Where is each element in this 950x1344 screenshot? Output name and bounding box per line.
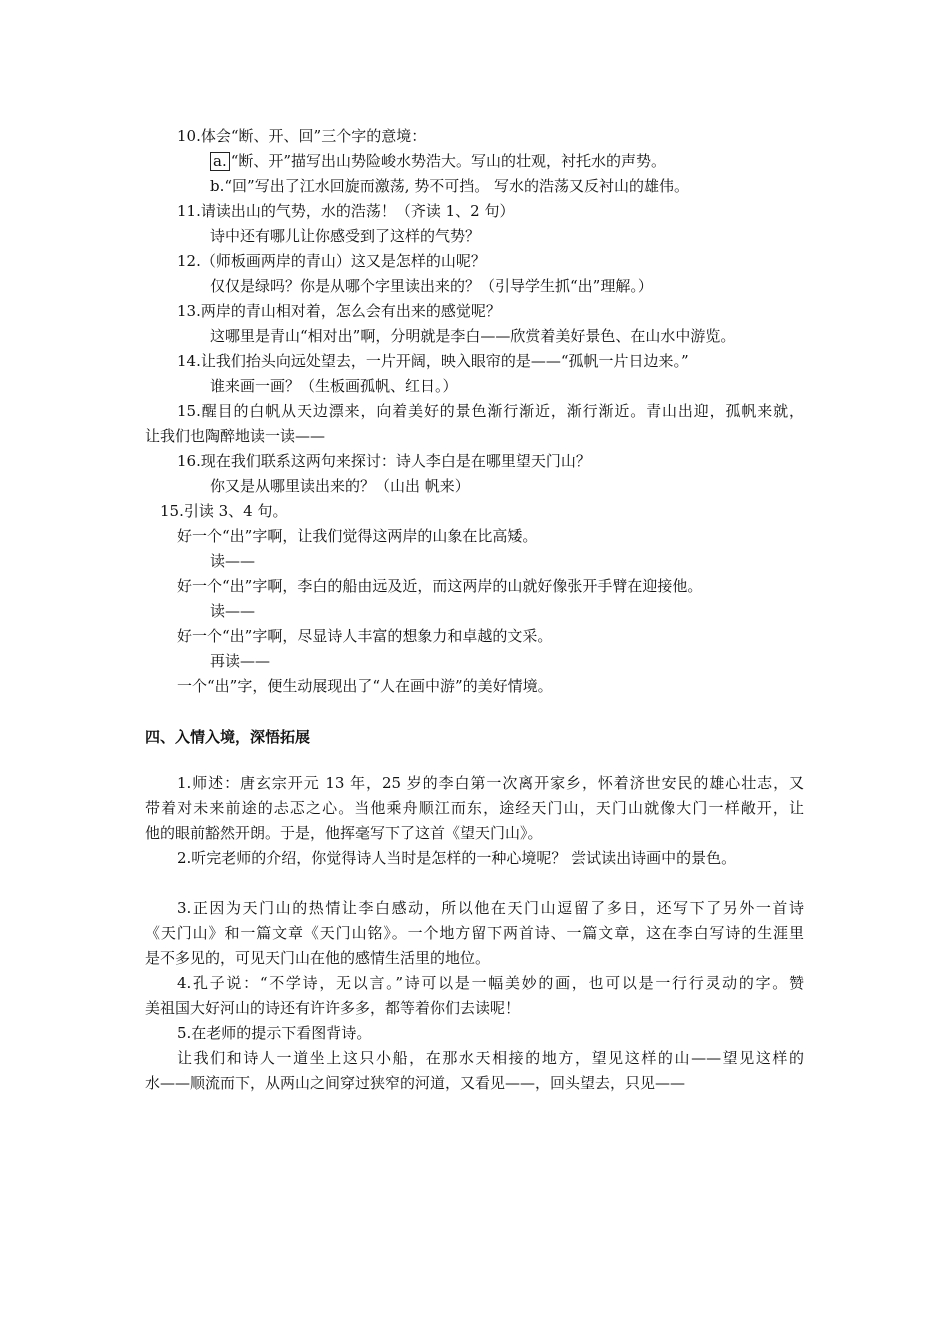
item-15-line1: 15.醒目的白帆从天边漂来，向着美好的景色渐行渐近，渐行渐近。青山出迎，孤帆来就，	[177, 402, 804, 420]
section-4-heading: 四、入情入境，深悟拓展	[145, 728, 311, 746]
item-13: 13.两岸的青山相对着，怎么会有出来的感觉呢？	[177, 302, 501, 320]
item-16: 16.现在我们联系这两句来探讨：诗人李白是在哪里望天门山？	[177, 452, 591, 470]
chu-line-2: 好一个“出”字啊，李白的船由远及近，而这两岸的山就好像张开手臂在迎接他。	[177, 577, 703, 595]
item-16-sub: 你又是从哪里读出来的？（山出 帆来）	[210, 477, 470, 495]
item-10: 10.体会“断、开、回”三个字的意境：	[177, 127, 427, 145]
chu-line-3: 好一个“出”字啊，尽显诗人丰富的想象力和卓越的文采。	[177, 627, 553, 645]
para-6-line2: 水——顺流而下，从两山之间穿过狭窄的河道，又看见——，回头望去，只见——	[145, 1074, 686, 1092]
read-line-3: 再读——	[210, 652, 271, 670]
item-13-sub: 这哪里是青山“相对出”啊，分明就是李白——欣赏着美好景色、在山水中游览。	[210, 327, 736, 345]
chu-line-4: 一个“出”字，便生动展现出了“人在画中游”的美好情境。	[177, 677, 553, 695]
item-12-sub: 仅仅是绿吗？你是从哪个字里读出来的？（引导学生抓“出”理解。）	[210, 277, 653, 295]
read-line-1: 读——	[210, 552, 256, 570]
read-line-2: 读——	[210, 602, 256, 620]
item-14: 14.让我们抬头向远处望去，一片开阔，映入眼帘的是——“孤帆一片日边来。”	[177, 352, 689, 370]
item-11: 11.请读出山的气势，水的浩荡！（齐读 1、2 句）	[177, 202, 515, 220]
para-6-line1: 让我们和诗人一道坐上这只小船，在那水天相接的地方，望见这样的山——望见这样的	[177, 1049, 804, 1067]
item-15-line2: 让我们也陶醉地读一读——	[145, 427, 326, 445]
para-1-line3: 他的眼前豁然开朗。于是，他挥毫写下了这首《望天门山》。	[145, 824, 543, 842]
para-5: 5.在老师的提示下看图背诗。	[177, 1024, 372, 1042]
para-2: 2.听完老师的介绍，你觉得诗人当时是怎样的一种心境呢？ 尝试读出诗画中的景色。	[177, 849, 737, 867]
para-4-line1: 4.孔子说：“不学诗，无以言。”诗可以是一幅美妙的画，也可以是一行行灵动的字。赞	[177, 974, 804, 992]
item-14-sub: 谁来画一画？（生板画孤帆、红日。）	[210, 377, 458, 395]
chu-line-1: 好一个“出”字啊，让我们觉得这两岸的山象在比高矮。	[177, 527, 538, 545]
item-10b: b.“回”写出了江水回旋而激荡, 势不可挡。 写水的浩荡又反衬山的雄伟。	[210, 177, 690, 195]
para-3-line1: 3.正因为天门山的热情让李白感动，所以他在天门山逗留了多日，还写下了另外一首诗	[177, 899, 804, 917]
para-3-line3: 是不多见的，可见天门山在他的感情生活里的地位。	[145, 949, 491, 967]
item-10a-label: a.	[210, 152, 230, 171]
item-10a-text: “断、开”描写出山势险峻水势浩大。写山的壮观，衬托水的声势。	[230, 152, 667, 170]
para-1-line1: 1.师述：唐玄宗开元 13 年，25 岁的李白第一次离开家乡，怀着济世安民的雄心壮志，又	[177, 774, 804, 792]
para-1-line2: 带着对未来前途的忐忑之心。当他乘舟顺江而东，途经天门山，天门山就像大门一样敞开，让	[145, 799, 804, 817]
para-4-line2: 美祖国大好河山的诗还有许许多多，都等着你们去读呢！	[145, 999, 521, 1017]
item-15b: 15.引读 3、4 句。	[160, 502, 288, 520]
item-10a	[210, 150, 666, 172]
item-11-sub: 诗中还有哪儿让你感受到了这样的气势？	[210, 227, 481, 245]
para-3-line2: 《天门山》和一篇文章《天门山铭》。一个地方留下两首诗、一篇文章，这在李白写诗的生涯里	[145, 924, 804, 942]
item-12: 12.（师板画两岸的青山）这又是怎样的山呢？	[177, 252, 486, 270]
